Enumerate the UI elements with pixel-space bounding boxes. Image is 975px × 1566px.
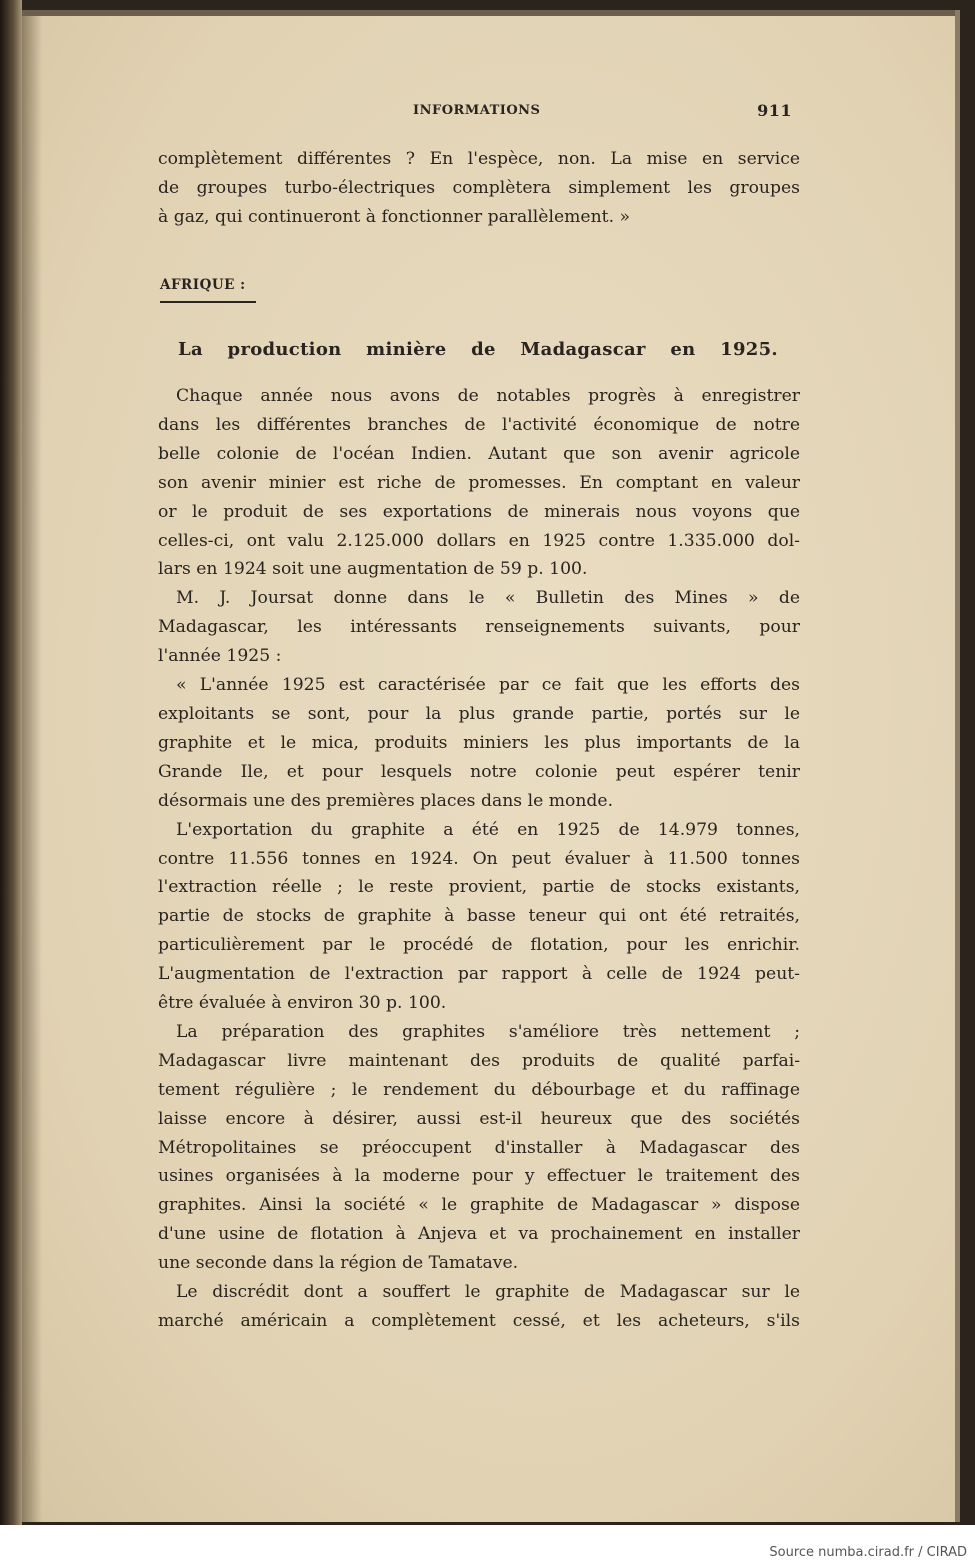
text-line: d'une usine de flotation à Anjeva et va prochainement en installer	[158, 1224, 800, 1245]
text-line: contre 11.556 tonnes en 1924. On peut évaluer à 11.500 tonnes	[158, 848, 800, 869]
paragraph	[158, 584, 800, 671]
text-line: exploitants se sont, pour la plus grande partie, portés sur le	[158, 703, 800, 724]
text-line: l'extraction réelle ; le reste provient, partie de stocks existants,	[158, 877, 800, 898]
text-line: marché américain a complètement cessé, et les acheteurs, s'ils	[158, 1311, 800, 1331]
intro-text	[158, 145, 800, 232]
text-line: laisse encore à désirer, aussi est-il heureux que des sociétés	[158, 1108, 800, 1129]
page-gutter-shadow	[22, 16, 42, 1522]
text-line: M. J. Joursat donne dans le « Bulletin des Mines » de	[176, 588, 800, 609]
text-line: l'année 1925 :	[158, 646, 282, 667]
article-body	[158, 382, 800, 1336]
text-line: Madagascar, les intéressants renseignements suivants, pour	[158, 617, 800, 638]
text-line: graphites. Ainsi la société « le graphite de Madagascar » dispose	[158, 1195, 800, 1216]
running-title: INFORMATIONS	[413, 103, 541, 118]
text-line: partie de stocks de graphite à basse teneur qui ont été retraités,	[158, 906, 800, 927]
text-line: de groupes turbo-électriques complètera simplement les groupes	[158, 177, 800, 198]
text-line: usines organisées à la moderne pour y effectuer le traitement des	[158, 1166, 800, 1187]
text-line: lars en 1924 soit une augmentation de 59 p. 100.	[158, 559, 588, 580]
book-spine	[0, 0, 22, 1525]
paragraph	[158, 816, 800, 1018]
text-line: L'exportation du graphite a été en 1925 de 14.979 tonnes,	[176, 819, 800, 840]
running-header	[158, 101, 792, 123]
text-line: Grande Ile, et pour lesquels notre colonie peut espérer tenir	[158, 761, 800, 782]
text-line: Métropolitaines se préoccupent d'installer à Madagascar des	[158, 1137, 800, 1158]
text-line: complètement différentes ? En l'espèce, non. La mise en service	[158, 149, 800, 169]
text-line: or le produit de ses exportations de minerais nous voyons que	[158, 501, 800, 522]
text-line: à gaz, qui continueront à fonctionner parallèlement. »	[158, 206, 631, 227]
text-line: être évaluée à environ 30 p. 100.	[158, 993, 447, 1014]
text-line: Le discrédit dont a souffert le graphite de Madagascar sur le	[176, 1282, 800, 1303]
text-line: son avenir minier est riche de promesses. En comptant en valeur	[158, 472, 800, 493]
text-line: Chaque année nous avons de notables progrès à enregistrer	[176, 386, 800, 406]
paragraph	[158, 1018, 800, 1278]
page-right-edge	[955, 10, 960, 1522]
text-line: Madagascar livre maintenant des produits de qualité parfai-	[158, 1050, 800, 1071]
text-line: particulièrement par le procédé de flotation, pour les enrichir.	[158, 935, 800, 956]
text-line: La préparation des graphites s'améliore très nettement ;	[176, 1021, 800, 1042]
text-line: une seconde dans la région de Tamatave.	[158, 1253, 519, 1274]
page-number: 911	[757, 101, 792, 120]
text-line: belle colonie de l'océan Indien. Autant que son avenir agricole	[158, 443, 800, 464]
text-line: désormais une des premières places dans le monde.	[158, 790, 614, 811]
text-line: celles-ci, ont valu 2.125.000 dollars en 1925 contre 1.335.000 dol-	[158, 530, 800, 551]
text-line: « L'année 1925 est caractérisée par ce fait que les efforts des	[176, 675, 800, 696]
text-line: L'augmentation de l'extraction par rapport à celle de 1924 peut-	[158, 964, 800, 985]
paragraph	[158, 671, 800, 816]
text-line: tement régulière ; le rendement du débourbage et du raffinage	[158, 1079, 800, 1100]
paragraph	[158, 382, 800, 584]
source-credit: Source numba.cirad.fr / CIRAD	[769, 1545, 967, 1560]
article-title: La production minière de Madagascar en 1925.	[178, 339, 778, 360]
paragraph	[158, 1278, 800, 1336]
section-heading: AFRIQUE :	[160, 277, 256, 303]
text-line: dans les différentes branches de l'activité économique de notre	[158, 414, 800, 435]
text-line: graphite et le mica, produits miniers les plus importants de la	[158, 732, 800, 753]
